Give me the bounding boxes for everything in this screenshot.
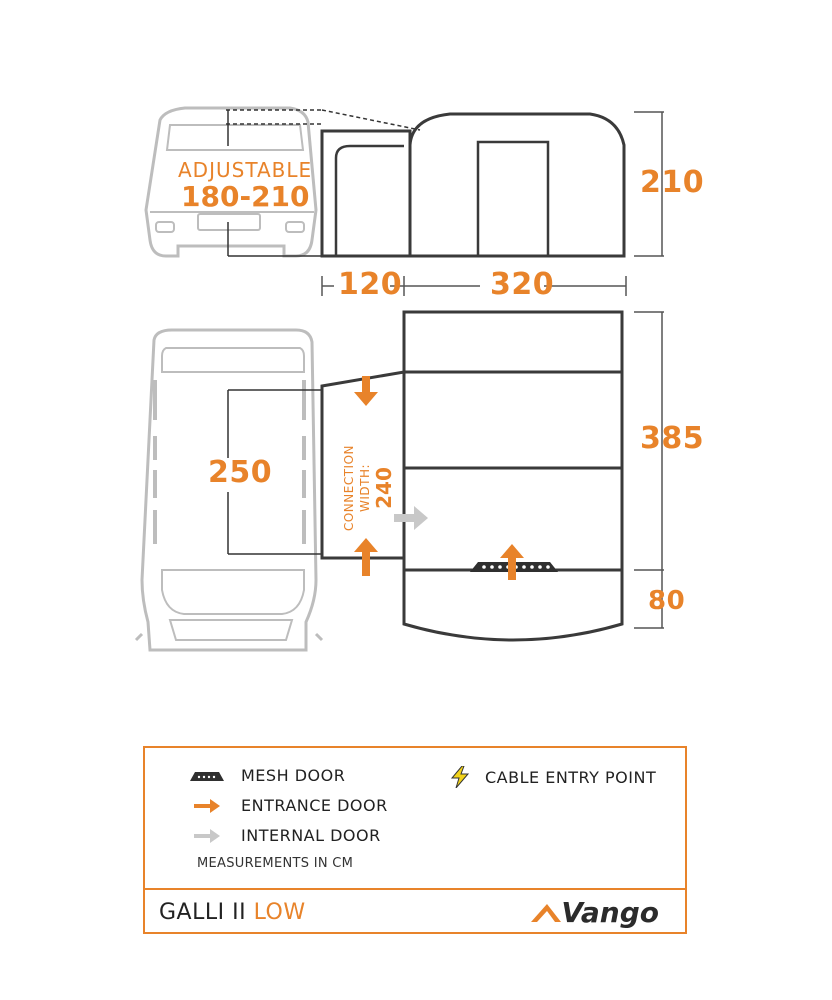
adjustable-range: 180-210 — [181, 180, 310, 213]
connection-length-label: 120 — [338, 267, 403, 302]
legend-entrance-door — [187, 796, 388, 815]
legend-cable-entry-label: CABLE ENTRY POINT — [485, 767, 657, 787]
van-top-view — [136, 330, 322, 650]
tent-length-label: 320 — [490, 267, 555, 302]
connection-width-annotation — [341, 433, 396, 543]
porch-depth-label: 80 — [648, 586, 686, 616]
connection-depth-label: 250 — [208, 455, 273, 490]
vango-logo-icon — [531, 896, 561, 929]
product-variant: LOW — [253, 900, 306, 925]
legend-cable-entry — [447, 766, 656, 788]
tent-side-profile — [322, 114, 624, 256]
legend-internal-door-label: INTERNAL DOOR — [241, 826, 381, 845]
product-name — [159, 900, 306, 925]
legend-entrance-door-label: ENTRANCE DOOR — [241, 796, 388, 815]
height-label: 210 — [640, 165, 705, 200]
measurements-note: MEASUREMENTS IN CM — [197, 856, 354, 871]
entrance-door-arrow-icon — [187, 799, 227, 813]
brand-name: Vango — [561, 896, 659, 929]
lightning-bolt-icon — [447, 766, 473, 788]
tent-width-label: 385 — [640, 421, 705, 456]
mesh-door-icon — [187, 771, 227, 781]
product-name-main: GALLI II — [159, 900, 247, 925]
internal-door-arrow-icon — [394, 506, 428, 530]
width-dimension — [634, 312, 664, 628]
legend-divider — [145, 888, 685, 890]
internal-door-arrow-icon — [187, 829, 227, 843]
legend-mesh-door-label: MESH DOOR — [241, 766, 346, 785]
legend-box — [143, 746, 687, 934]
legend-internal-door — [187, 826, 381, 845]
adjustable-label: ADJUSTABLE — [178, 158, 313, 182]
connection-width-title: CONNECTION WIDTH: — [342, 444, 372, 532]
legend-mesh-door — [187, 766, 345, 785]
brand-logo — [531, 896, 659, 929]
connection-width-value: 240 — [372, 467, 396, 509]
